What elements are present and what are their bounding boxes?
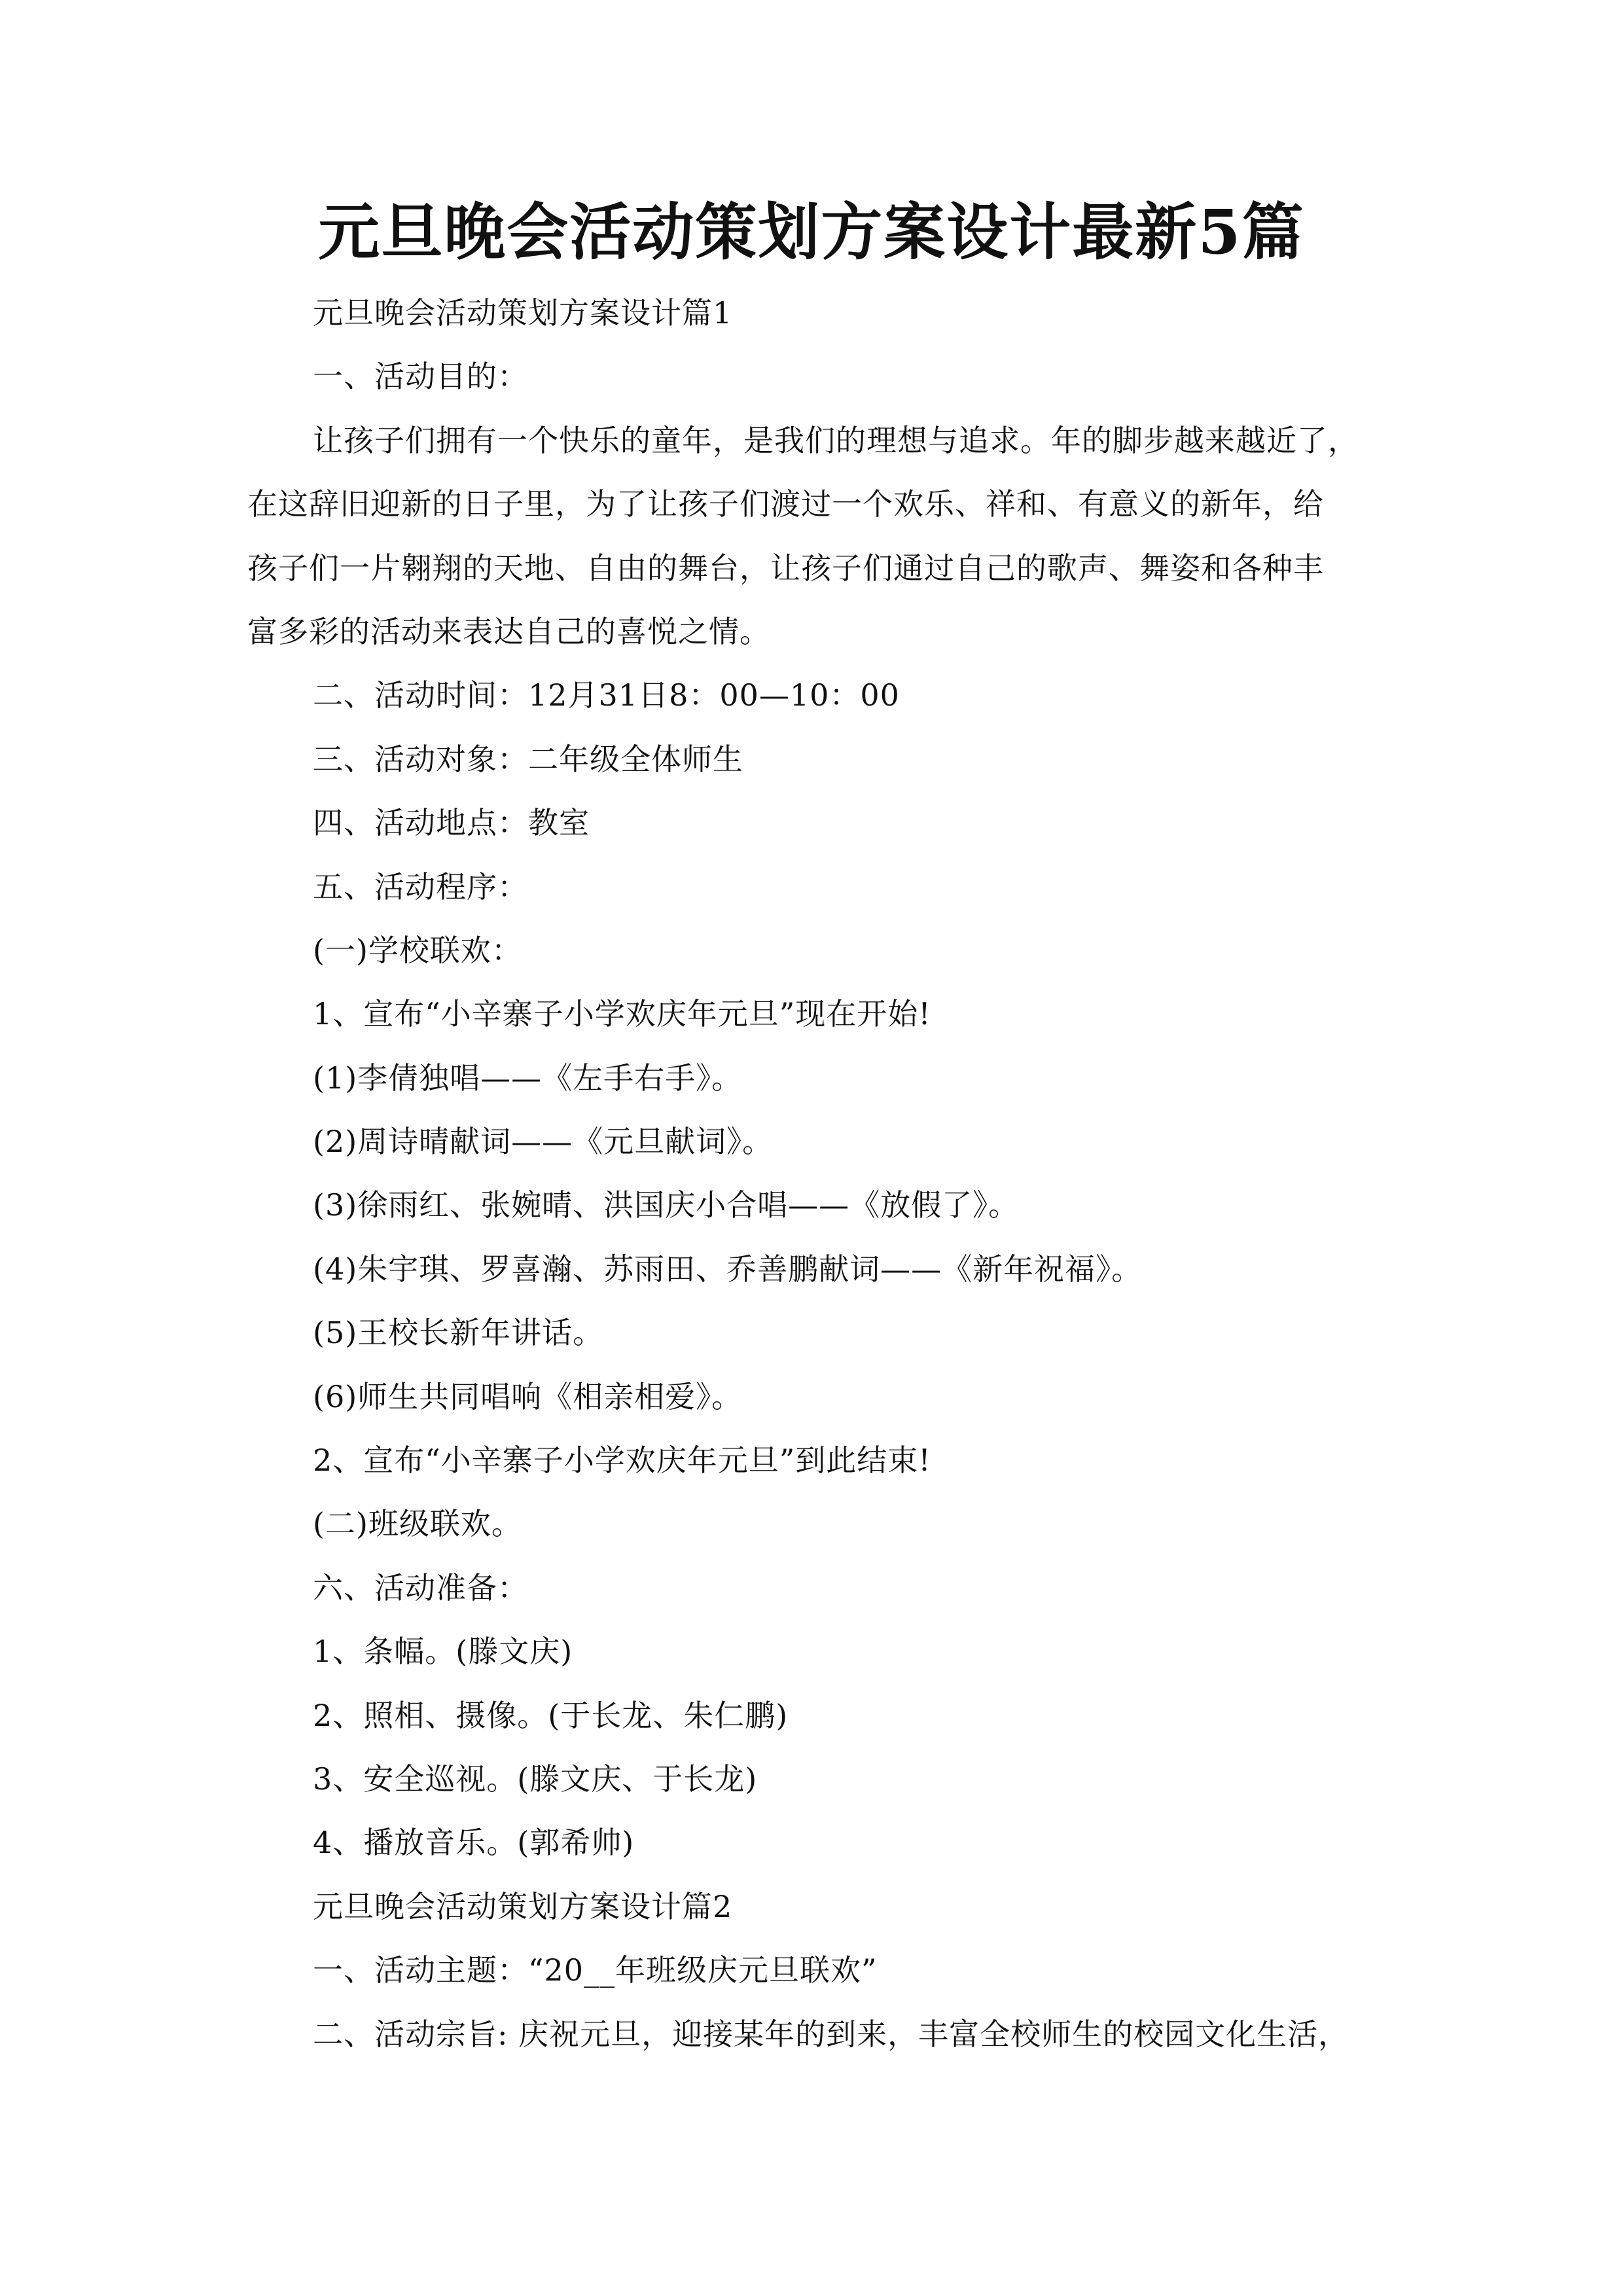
paragraph-line: (4)朱宇琪、罗喜瀚、苏雨田、乔善鹏献词——《新年祝福》。	[313, 1251, 1143, 1287]
paragraph-line: (2)周诗晴献词——《元旦献词》。	[313, 1124, 774, 1160]
paragraph-line: 3、安全巡视。(滕文庆、于长龙)	[313, 1761, 758, 1797]
paragraph-line: 2、照相、摄像。(于长龙、朱仁鹏)	[313, 1697, 789, 1733]
paragraph-line: 1、条幅。(滕文庆)	[313, 1634, 573, 1670]
paragraph-line: 二、活动时间：12月31日8：00—10：00	[313, 677, 900, 713]
document-title: 元旦晚会活动策划方案设计最新5篇	[318, 196, 1305, 268]
paragraph-line: 富多彩的活动来表达自己的喜悦之情。	[247, 613, 770, 649]
paragraph-line: (1)李倩独唱——《左手右手》。	[313, 1060, 743, 1096]
paragraph-line: 让孩子们拥有一个快乐的童年，是我们的理想与追求。年的脚步越来越近了，	[313, 422, 1359, 458]
paragraph-line: 六、活动准备：	[313, 1570, 528, 1605]
paragraph-line: (6)师生共同唱响《相亲相爱》。	[313, 1378, 743, 1414]
paragraph-line: 二、活动宗旨: 庆祝元旦，迎接某年的到来，丰富全校师生的校园文化生活，	[313, 2016, 1349, 2052]
paragraph-line: (5)王校长新年讲话。	[313, 1315, 604, 1351]
paragraph-line: 2、宣布“小辛寨子小学欢庆年元旦”到此结束!	[313, 1443, 931, 1479]
paragraph-line: 一、活动主题：“20__年班级庆元旦联欢”	[313, 1952, 878, 1988]
paragraph-line: 在这辞旧迎新的日子里，为了让孩子们渡过一个欢乐、祥和、有意义的新年，给	[247, 486, 1324, 522]
paragraph-line: 孩子们一片翱翔的天地、自由的舞台，让孩子们通过自己的歌声、舞姿和各种丰	[247, 550, 1324, 586]
paragraph-line: 五、活动程序：	[313, 869, 528, 905]
paragraph-line: (一)学校联欢：	[313, 932, 522, 968]
paragraph-line: 三、活动对象：二年级全体师生	[313, 741, 743, 777]
paragraph-line: 1、宣布“小辛寨子小学欢庆年元旦”现在开始!	[313, 996, 931, 1032]
paragraph-line: 一、活动目的：	[313, 359, 528, 395]
paragraph-line: 四、活动地点：教室	[313, 805, 590, 841]
paragraph-line: (3)徐雨红、张婉晴、洪国庆小合唱——《放假了》。	[313, 1187, 1020, 1223]
section-heading-1: 元旦晚会活动策划方案设计篇1	[313, 295, 733, 331]
document-body	[247, 281, 1380, 2066]
paragraph-line: 4、播放音乐。(郭希帅)	[313, 1825, 635, 1861]
section-heading-2: 元旦晚会活动策划方案设计篇2	[313, 1888, 733, 1924]
paragraph-line: (二)班级联欢。	[313, 1506, 522, 1542]
